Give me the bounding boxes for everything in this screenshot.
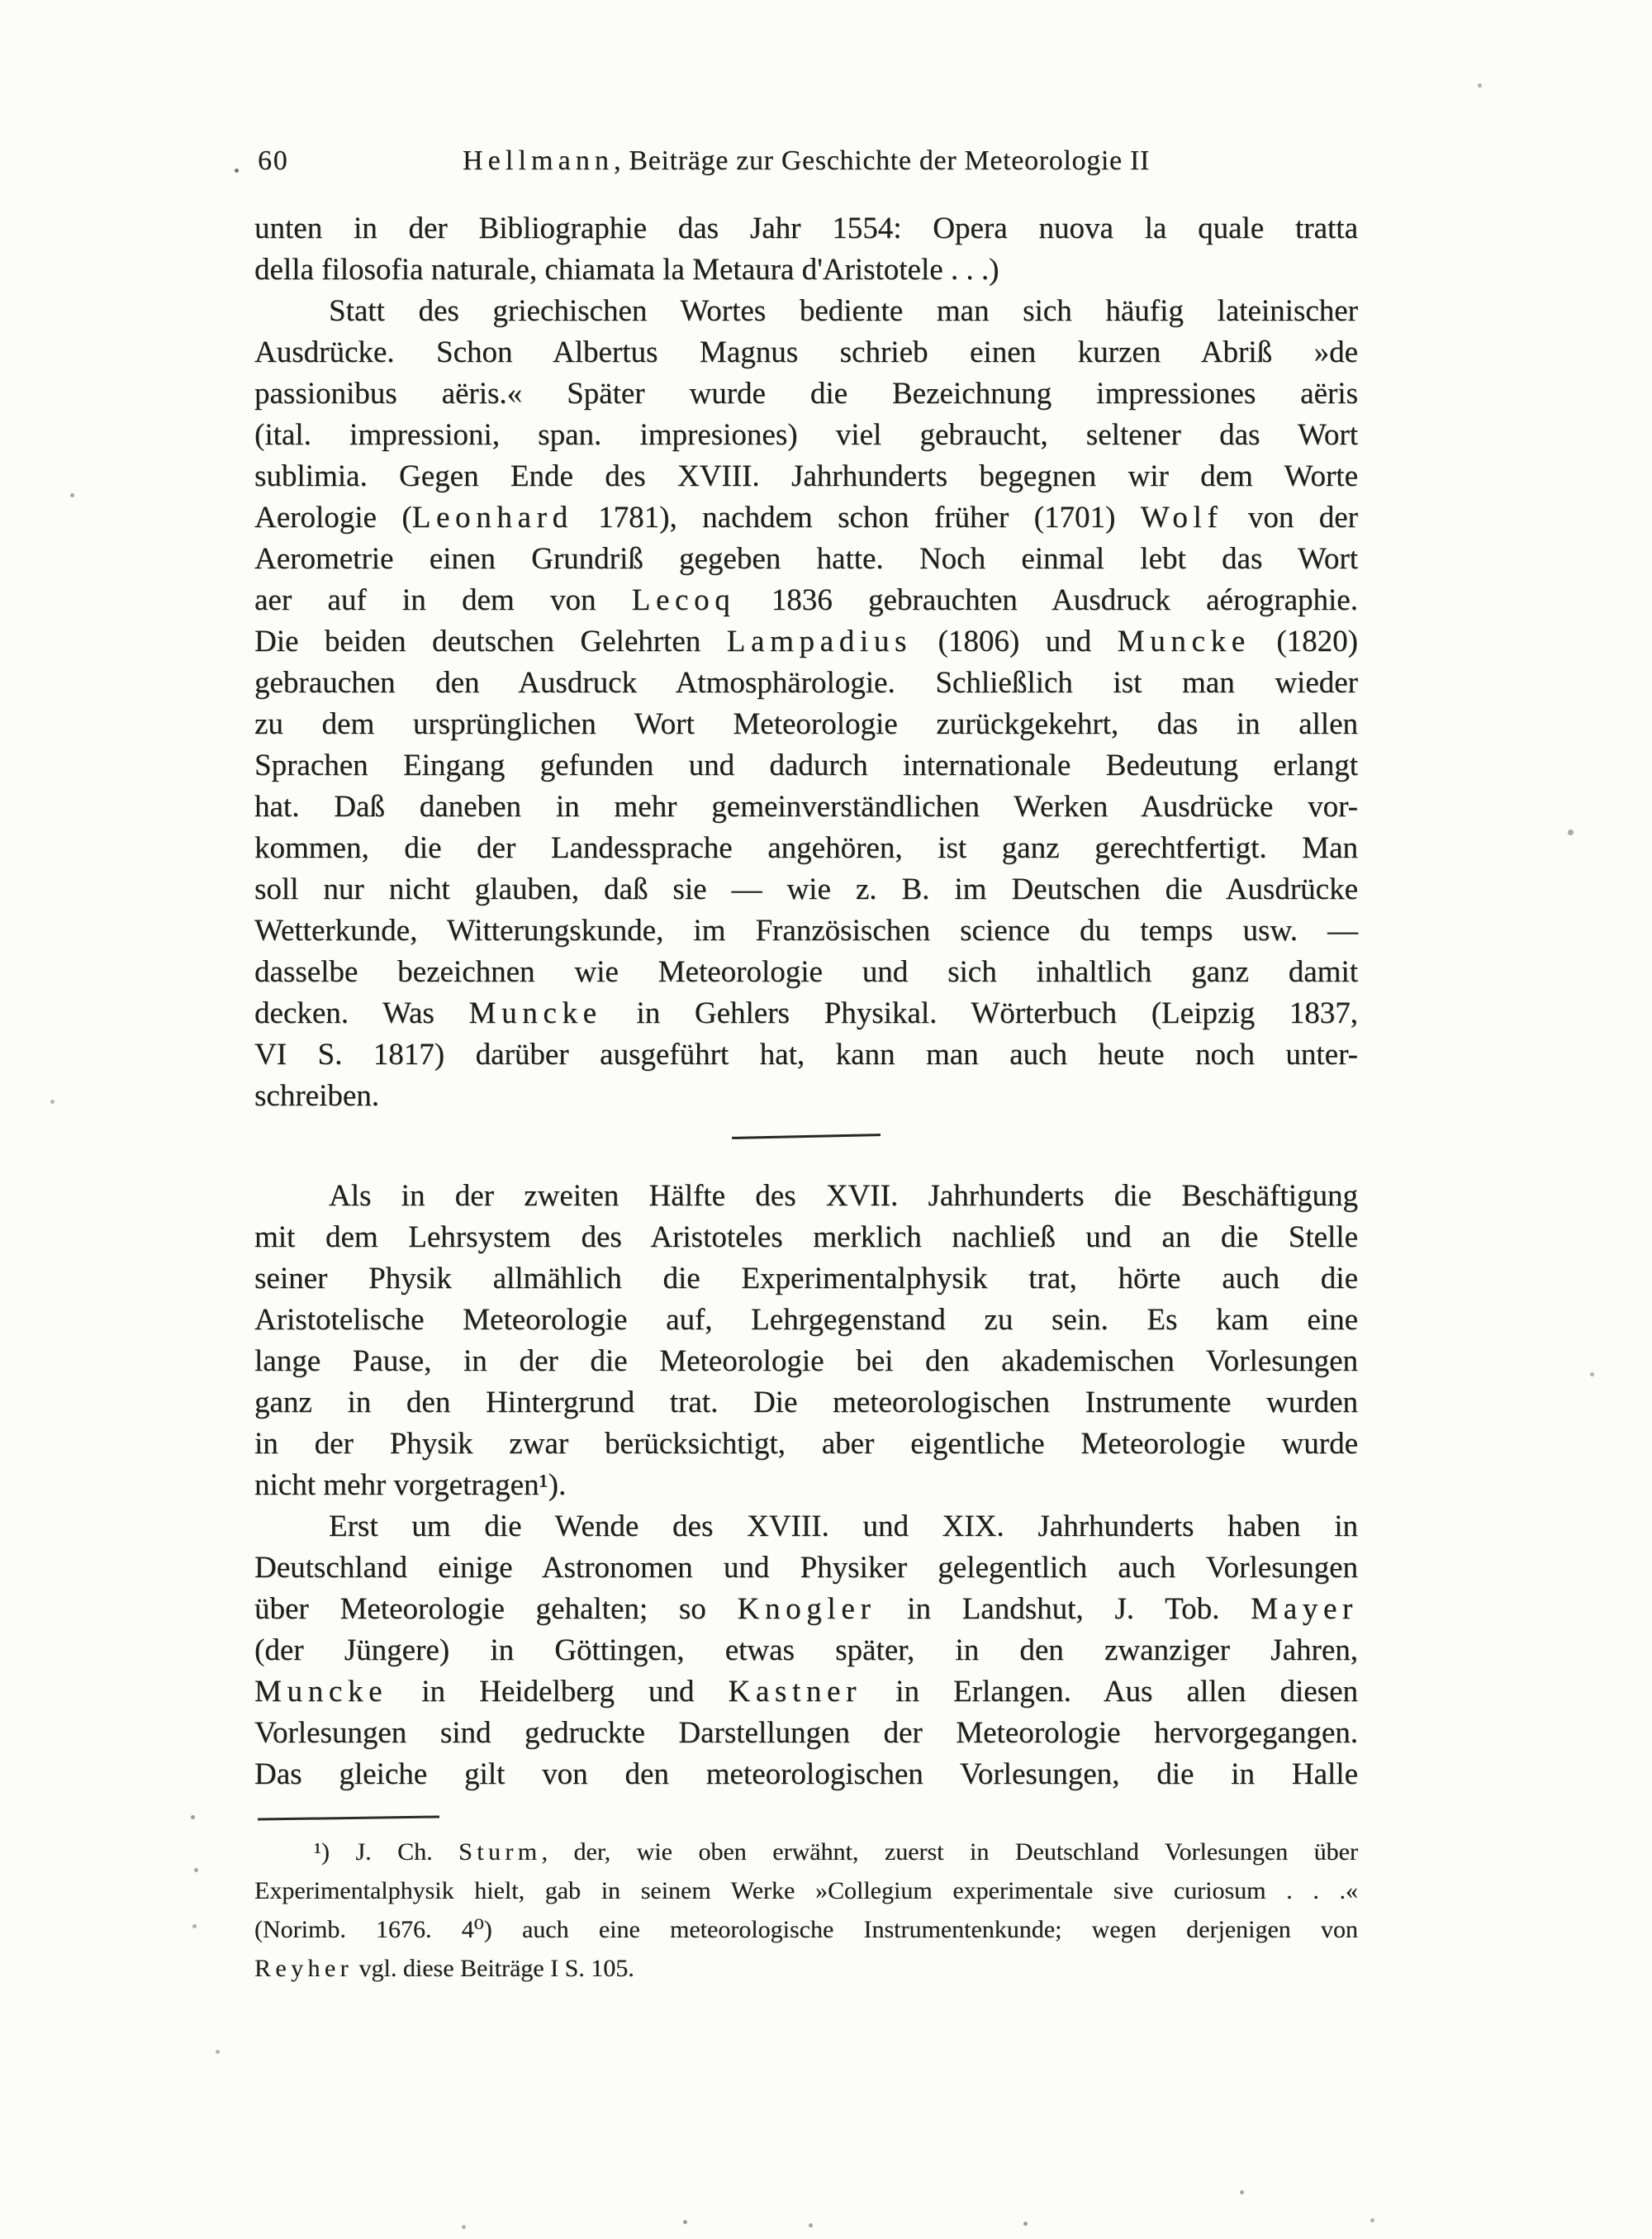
text-line: Statt des griechischen Wortes bediente man sich häufig lateinischer [329, 294, 1358, 328]
text-line: gebrauchen den Ausdruck Atmosphärologie. Schließlich ist man wieder [254, 666, 1358, 700]
scan-speckles [0, 0, 2, 2]
text-line: unten in der Bibliographie das Jahr 1554: Opera nuova la quale tratta [254, 212, 1358, 245]
text-line: Aristotelische Meteorologie auf, Lehrgegenstand zu sein. Es kam eine [254, 1303, 1358, 1337]
footnote [254, 1833, 1358, 1988]
footnote-divider [258, 1815, 439, 1820]
text-line: in der Physik zwar berücksichtigt, aber eigentliche Meteorologie wurde [254, 1427, 1358, 1461]
text-line: della filosofia naturale, chiamata la Metaura d'Aristotele . . .) [254, 253, 999, 287]
text-line: Ausdrücke. Schon Albertus Magnus schrieb einen kurzen Abriß »de [254, 335, 1358, 369]
text-line: VI S. 1817) darüber ausgeführt hat, kann man auch heute noch unter- [254, 1038, 1358, 1072]
text-line: decken. Was Muncke in Gehlers Physikal. Wörterbuch (Leipzig 1837, [254, 996, 1358, 1030]
paragraph-terminology [254, 291, 1358, 1117]
text-line: Muncke in Heidelberg und Kastner in Erlangen. Aus allen diesen [254, 1675, 1358, 1709]
text-line: mit dem Lehrsystem des Aristoteles merklich nachließ und an die Stelle [254, 1220, 1358, 1254]
text-line: (ital. impressioni, span. impresiones) viel gebraucht, seltener das Wort [254, 418, 1358, 452]
text-line: Als in der zweiten Hälfte des XVII. Jahrhunderts die Beschäftigung [329, 1179, 1358, 1213]
text-line: soll nur nicht glauben, daß sie — wie z. B. im Deutschen die Ausdrücke [254, 872, 1358, 906]
footnote-line: Experimentalphysik hielt, gab in seinem Werke »Collegium experimentale sive curiosum . . .« [254, 1877, 1358, 1904]
text-line: kommen, die der Landessprache angehören, ist ganz gerechtfertigt. Man [254, 831, 1358, 865]
section-divider [732, 1134, 881, 1139]
text-line: lange Pause, in der die Meteorologie bei den akademischen Vorlesungen [254, 1344, 1358, 1378]
footnote-line: Reyher vgl. diese Beiträge I S. 105. [254, 1955, 634, 1982]
text-line: hat. Daß daneben in mehr gemeinverständlichen Werken Ausdrücke vor- [254, 790, 1358, 824]
text-line: Erst um die Wende des XVIII. und XIX. Jahrhunderts haben in [329, 1509, 1358, 1543]
text-line: dasselbe bezeichnen wie Meteorologie und sich inhaltlich ganz damit [254, 955, 1358, 989]
text-line: (der Jüngere) in Göttingen, etwas später, in den zwanziger Jahren, [254, 1633, 1358, 1667]
paragraph-continuation [254, 208, 1358, 291]
text-line: Die beiden deutschen Gelehrten Lampadius (1806) und Muncke (1820) [254, 625, 1358, 658]
text-line: Vorlesungen sind gedruckte Darstellungen der Meteorologie hervorgegangen. [254, 1716, 1358, 1750]
text-line: schreiben. [254, 1079, 380, 1113]
text-line: Sprachen Eingang gefunden und dadurch internationale Bedeutung erlangt [254, 749, 1358, 782]
running-header [254, 145, 1358, 177]
footnote-line: (Norimb. 1676. 4⁰) auch eine meteorologische Instrumentenkunde; wegen derjenigen von [254, 1916, 1358, 1943]
text-line: passionibus aëris.« Später wurde die Bezeichnung impressiones aëris [254, 377, 1358, 411]
text-line: über Meteorologie gehalten; so Knogler in Landshut, J. Tob. Mayer [254, 1592, 1359, 1626]
footnote-line: ¹) J. Ch. Sturm, der, wie oben erwähnt, zuerst in Deutschland Vorlesungen über [314, 1838, 1358, 1866]
text-line: Aerologie (Leonhard 1781), nachdem schon früher (1701) Wolf von der [254, 501, 1358, 535]
running-title: Hellmann, Beiträge zur Geschichte der Meteorologie II [463, 145, 1150, 176]
text-line: aer auf in dem von Lecoq 1836 gebrauchten Ausdruck aérographie. [254, 583, 1358, 617]
page-number: 60 [258, 145, 289, 176]
paragraph-revival [254, 1506, 1358, 1795]
main-text [254, 208, 1358, 1988]
paragraph-decline [254, 1176, 1358, 1506]
text-line: sublimia. Gegen Ende des XVIII. Jahrhunderts begegnen wir dem Worte [254, 459, 1358, 493]
text-line: Aerometrie einen Grundriß gegeben hatte. Noch einmal lebt das Wort [254, 542, 1358, 576]
text-line: seiner Physik allmählich die Experimentalphysik trat, hörte auch die [254, 1262, 1358, 1295]
text-line: nicht mehr vorgetragen¹). [254, 1468, 567, 1502]
text-line: Deutschland einige Astronomen und Physiker gelegentlich auch Vorlesungen [254, 1551, 1358, 1585]
text-line: Das gleiche gilt von den meteorologischen Vorlesungen, die in Halle [254, 1757, 1358, 1791]
text-line: Wetterkunde, Witterungskunde, im Französischen science du temps usw. — [254, 914, 1358, 948]
text-line: ganz in den Hintergrund trat. Die meteorologischen Instrumente wurden [254, 1386, 1358, 1419]
text-line: zu dem ursprünglichen Wort Meteorologie zurückgekehrt, das in allen [254, 707, 1358, 741]
